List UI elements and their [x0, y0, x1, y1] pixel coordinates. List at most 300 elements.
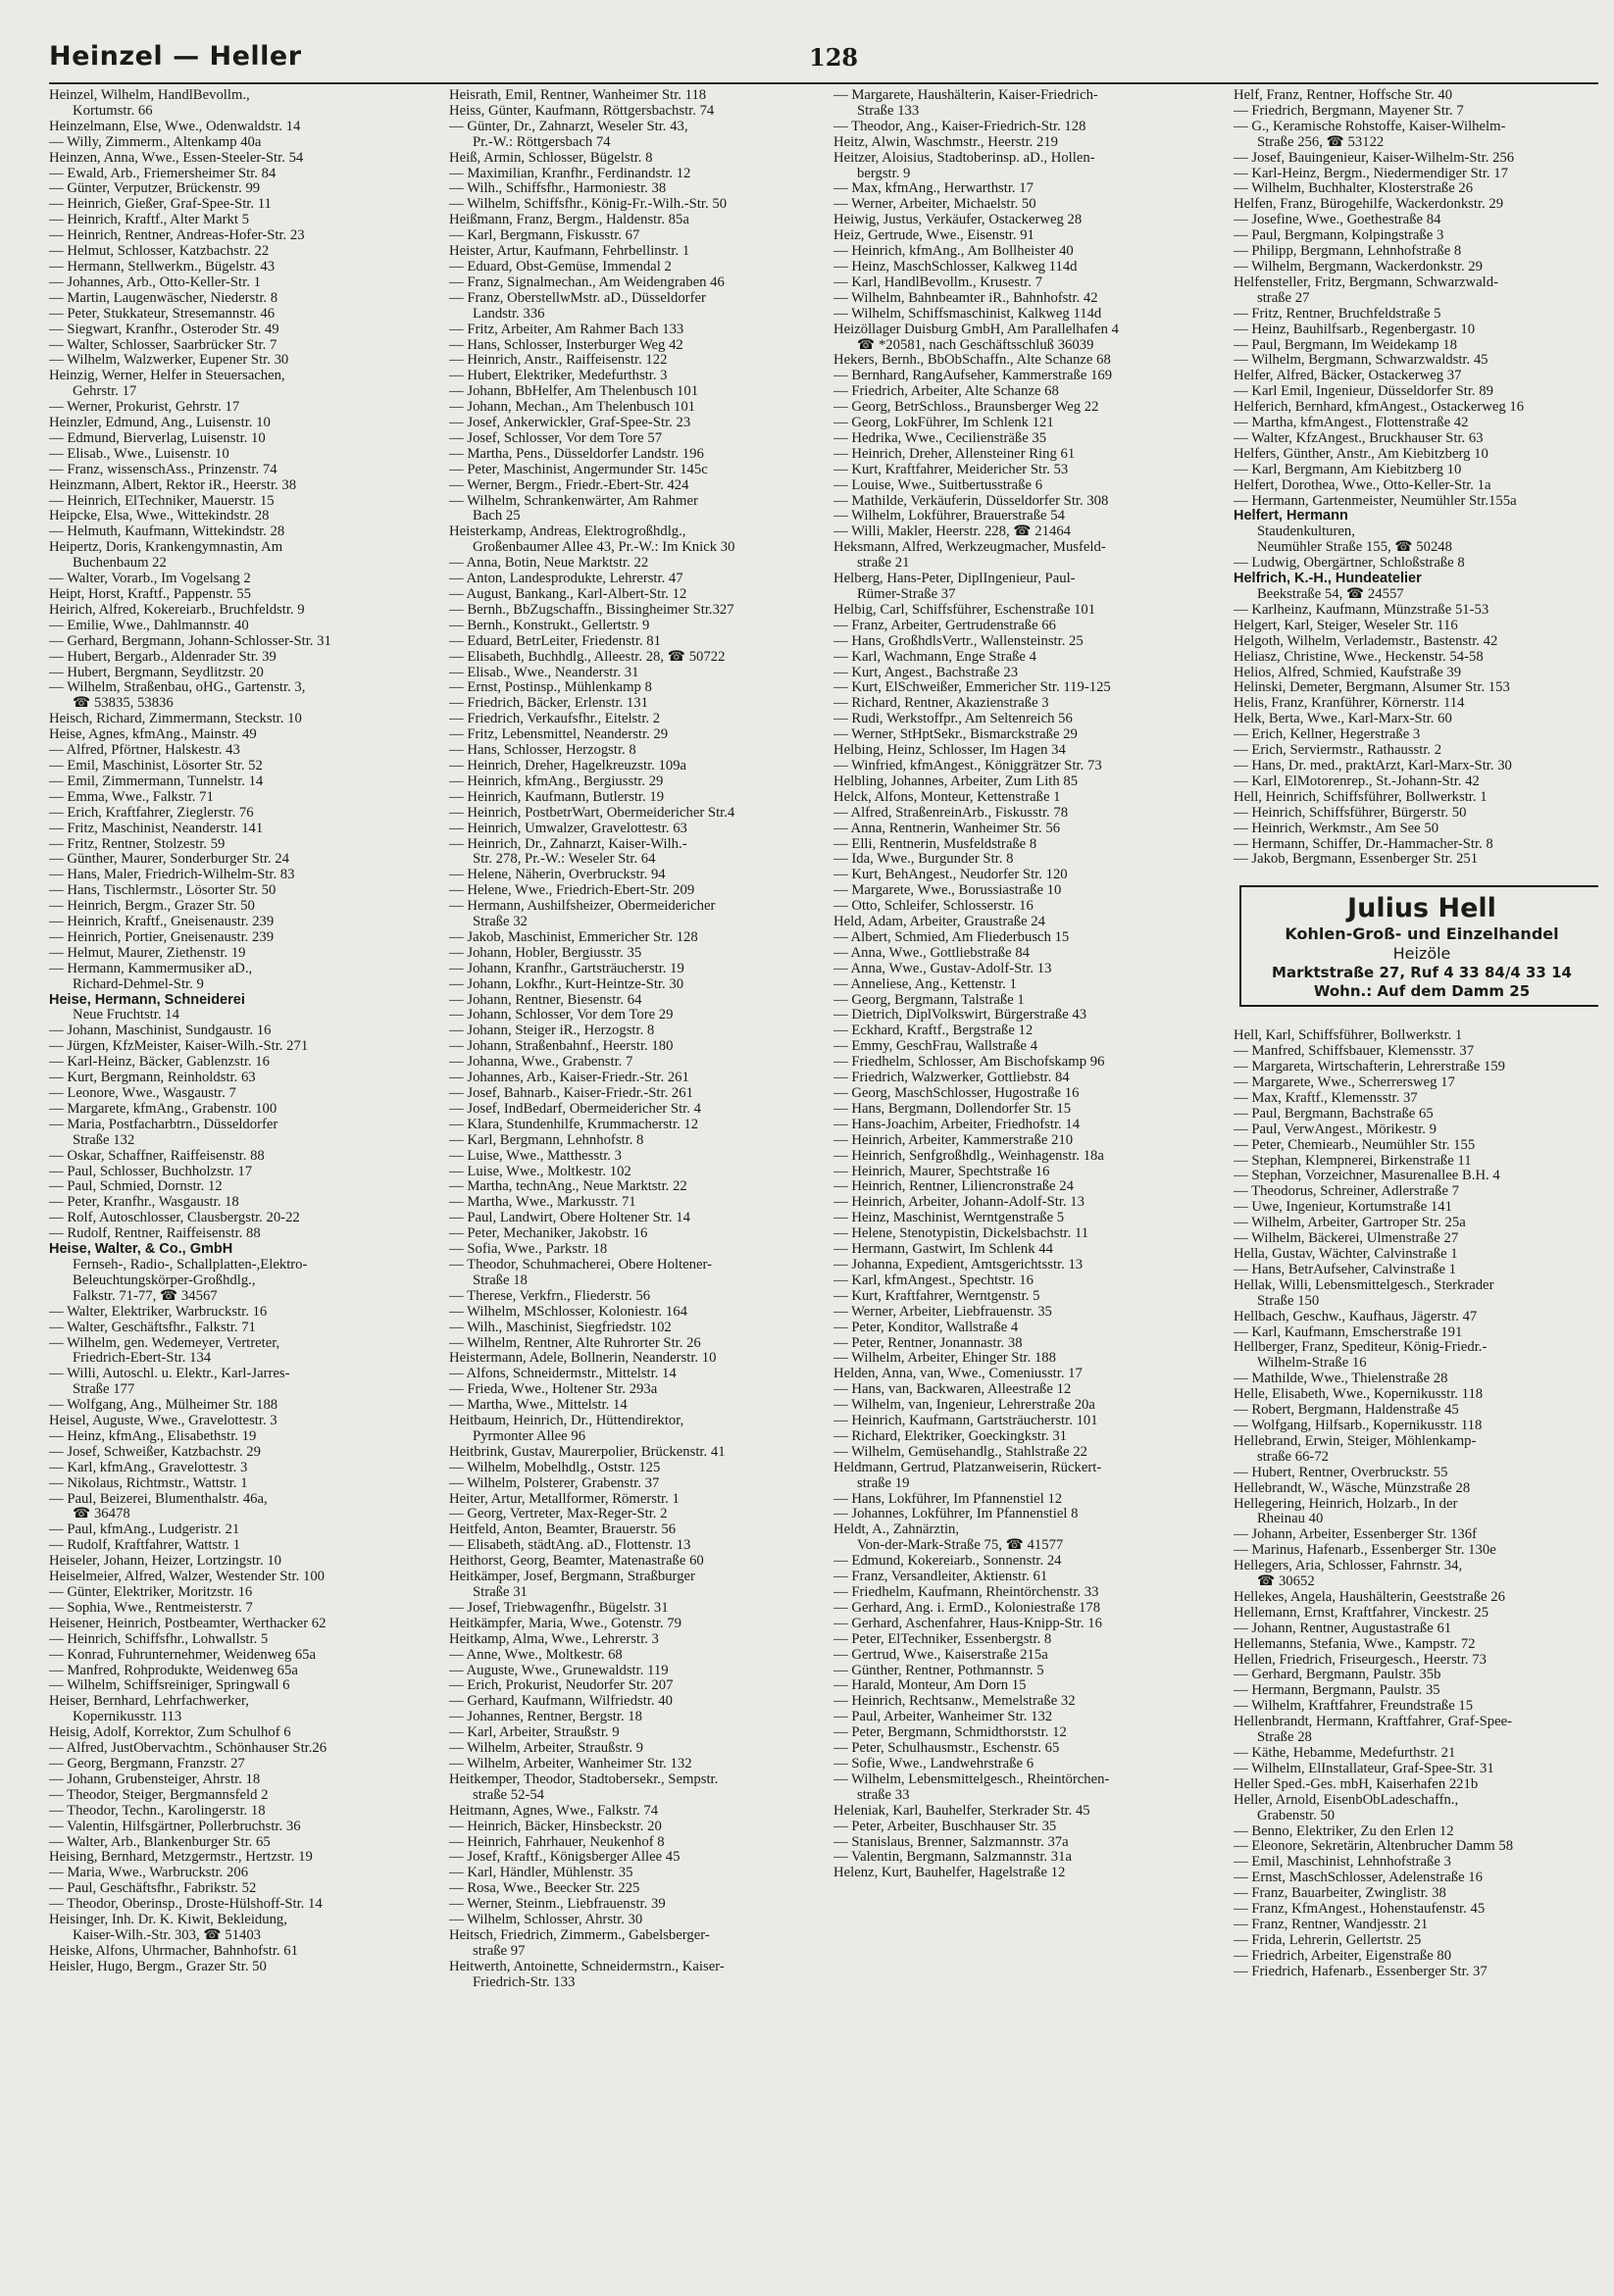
directory-entry: Heitmann, Agnes, Wwe., Falkstr. 74 [449, 1802, 659, 1819]
directory-entry: Heipertz, Doris, Krankengymnastin, Am [49, 539, 283, 556]
entry-heading: Helfrich, K.-H., Hundeatelier [1234, 571, 1422, 587]
directory-entry: — Jürgen, KfzMeister, Kaiser-Wilh.-Str. 271 [49, 1038, 309, 1055]
ad-address-phone: Marktstraße 27, Ruf 4 33 84/4 33 14 [1272, 964, 1572, 982]
directory-entry: — Paul, Beizerei, Blumenthalstr. 46a, [49, 1490, 268, 1507]
directory-entry: — Helmuth, Kaufmann, Wittekindstr. 28 [49, 524, 285, 540]
directory-entry: — Richard, Rentner, Akazienstraße 3 [833, 695, 1049, 712]
directory-entry: — Karl, Wachmann, Enge Straße 4 [833, 648, 1036, 665]
directory-entry: Helferich, Bernhard, kfmAngest., Ostackerweg 16 [1234, 399, 1525, 416]
directory-entry: — Willy, Zimmerm., Altenkamp 40a [49, 133, 262, 150]
directory-entry: — Heinrich, Rentner, Liliencronstraße 24 [833, 1178, 1074, 1195]
directory-entry: — Heinrich, Gießer, Graf-Spee-Str. 11 [49, 196, 272, 213]
directory-entry: — Wilhelm, Mobelhdlg., Oststr. 125 [449, 1459, 661, 1475]
directory-entry: — Mathilde, Verkäuferin, Düsseldorfer Str. 308 [833, 492, 1109, 509]
directory-entry: — Wilhelm, Lokführer, Brauerstraße 54 [833, 508, 1065, 524]
directory-entry: — Margarete, Wwe., Scherrersweg 17 [1234, 1074, 1455, 1091]
directory-entry: — Elisabeth, städtAng. aD., Flottenstr. 13 [449, 1537, 691, 1554]
directory-entry: — Kurt, Angest., Bachstraße 23 [833, 664, 1019, 680]
entry-continuation: Straße 177 [73, 1381, 135, 1398]
directory-entry: Helenz, Kurt, Bauhelfer, Hagelstraße 12 [833, 1865, 1066, 1881]
directory-entry: — Edmund, Kokereiarb., Sonnenstr. 24 [833, 1553, 1062, 1570]
directory-entry: — Anna, Wwe., Gustav-Adolf-Str. 13 [833, 960, 1052, 976]
directory-entry: — Wilhelm, Bergmann, Wackerdonkstr. 29 [1234, 258, 1483, 275]
directory-entry: Helck, Alfons, Monteur, Kettenstraße 1 [833, 788, 1061, 805]
directory-entry: — Wilhelm, Arbeiter, Gartroper Str. 25a [1234, 1215, 1466, 1231]
directory-entry: — Heinrich, Dreher, Hagelkreuzstr. 109a [449, 757, 687, 774]
directory-entry: Heinzmann, Albert, Rektor iR., Heerstr. 38 [49, 476, 297, 493]
directory-entry: — Heinrich, Rechtsanw., Memelstraße 32 [833, 1693, 1076, 1710]
directory-entry: — Bernh., Konstrukt., Gellertstr. 9 [449, 617, 650, 633]
directory-entry: — Wilhelm, Schrankenwärter, Am Rahmer [449, 492, 698, 509]
directory-entry: — Emil, Maschinist, Lehnhofstraße 3 [1234, 1854, 1451, 1871]
directory-entry: — Hermann, Gartenmeister, Neumühler Str.155a [1234, 492, 1517, 509]
directory-entry: — Wolfgang, Hilfsarb., Kopernikusstr. 118 [1234, 1417, 1483, 1433]
directory-entry: — Hans, Schlosser, Herzogstr. 8 [449, 742, 636, 759]
directory-entry: Helgoth, Wilhelm, Verlademstr., Bastenstr. 42 [1234, 632, 1498, 649]
directory-entry: — Friedhelm, Kaufmann, Rheintörchenstr. 33 [833, 1584, 1099, 1600]
directory-entry: Heitkämper, Josef, Bergmann, Straßburger [449, 1569, 695, 1585]
entry-continuation: Straße 31 [473, 1584, 528, 1600]
column-1 [49, 88, 441, 2284]
directory-entry: Heiseler, Johann, Heizer, Lortzingstr. 10 [49, 1553, 282, 1570]
directory-entry: Hellemann, Ernst, Kraftfahrer, Vinckestr. 25 [1234, 1604, 1489, 1621]
directory-entry: — Benno, Elektriker, Zu den Erlen 12 [1234, 1822, 1454, 1839]
directory-entry: — Josef, IndBedarf, Obermeidericher Str. 4 [449, 1100, 701, 1117]
directory-entry: — Elisabeth, Buchhdlg., Alleestr. 28, ☎ 50722 [449, 648, 726, 665]
entry-continuation: Rheinau 40 [1257, 1511, 1324, 1527]
directory-entry: — Elisab., Wwe., Neanderstr. 31 [449, 664, 639, 680]
directory-entry: — Heinrich, Kraftf., Alter Markt 5 [49, 212, 249, 228]
directory-entry: — Fritz, Rentner, Bruchfeldstraße 5 [1234, 305, 1441, 322]
directory-entry: — Walter, Arb., Blankenburger Str. 65 [49, 1833, 271, 1850]
directory-entry: — Hans, Maler, Friedrich-Wilhelm-Str. 83 [49, 867, 295, 883]
directory-entry: — Heinrich, PostbetrWart, Obermeidericher Str.4 [449, 804, 735, 821]
directory-entry: Heirich, Alfred, Kokereiarb., Bruchfeldstr. 9 [49, 601, 305, 618]
directory-entry: Heliasz, Christine, Wwe., Heckenstr. 54-58 [1234, 648, 1484, 665]
directory-entry: — Alfred, StraßenreinArb., Fiskusstr. 78 [833, 804, 1069, 821]
directory-entry: — Helmut, Schlosser, Katzbachstr. 22 [49, 243, 270, 260]
directory-entry: — Heinrich, Schiffsführer, Bürgerstr. 50 [1234, 804, 1467, 821]
directory-entry: — Kurt, Kraftfahrer, Meidericher Str. 53 [833, 461, 1069, 477]
directory-entry: — Wilhelm, Polsterer, Grabenstr. 37 [449, 1474, 660, 1491]
directory-entry: — Walter, Elektriker, Warbruckstr. 16 [49, 1303, 268, 1320]
directory-entry: Helfers, Günther, Anstr., Am Kiebitzberg 10 [1234, 445, 1488, 462]
directory-entry: Heller, Arnold, EisenbObLadeschaffn., [1234, 1791, 1459, 1808]
directory-entry: — Karl, Bergmann, Lehnhofstr. 8 [449, 1131, 644, 1148]
directory-entry: — Fritz, Arbeiter, Am Rahmer Bach 133 [449, 321, 684, 337]
directory-entry: Hellebrandt, W., Wäsche, Münzstraße 28 [1234, 1479, 1471, 1496]
directory-entry: — Walter, Schlosser, Saarbrücker Str. 7 [49, 336, 277, 353]
directory-entry: Helk, Berta, Wwe., Karl-Marx-Str. 60 [1234, 711, 1452, 727]
directory-entry: — Oskar, Schaffner, Raiffeisenstr. 88 [49, 1147, 265, 1164]
directory-entry: Heksmann, Alfred, Werkzeugmacher, Musfeld- [833, 539, 1106, 556]
entry-continuation: Straße 18 [473, 1272, 528, 1288]
directory-entry: Heitbaum, Heinrich, Dr., Hüttendirektor, [449, 1413, 684, 1429]
directory-entry: — Ernst, MaschSchlosser, Adelenstraße 16 [1234, 1870, 1483, 1886]
directory-entry: Held, Adam, Arbeiter, Graustraße 24 [833, 914, 1045, 930]
directory-entry: — Robert, Bergmann, Haldenstraße 45 [1234, 1402, 1459, 1419]
directory-entry: — Johannes, Arb., Kaiser-Friedr.-Str. 261 [449, 1070, 689, 1086]
directory-entry: — Edmund, Bierverlag, Luisenstr. 10 [49, 429, 266, 446]
directory-entry: — Günter, Elektriker, Moritzstr. 16 [49, 1584, 253, 1600]
directory-entry: — Winfried, kfmAngest., Königgrätzer Str. 73 [833, 757, 1102, 774]
directory-entry: — Werner, Steinm., Liebfrauenstr. 39 [449, 1896, 666, 1913]
directory-entry: — Hermann, Stellwerkm., Bügelstr. 43 [49, 258, 276, 275]
directory-entry: Heinzler, Edmund, Ang., Luisenstr. 10 [49, 415, 271, 431]
directory-entry: — Hubert, Rentner, Overbruckstr. 55 [1234, 1464, 1448, 1480]
directory-entry: — Karl, ElMotorenrep., St.-Johann-Str. 42 [1234, 773, 1480, 789]
directory-entry: — Wilhelm, Arbeiter, Straußstr. 9 [449, 1740, 644, 1757]
directory-entry: — Frieda, Wwe., Holtener Str. 293a [449, 1381, 658, 1398]
directory-entry: Heitwerth, Antoinette, Schneidermstrn., Kaiser- [449, 1958, 725, 1974]
directory-entry: — Theodor, Steiger, Bergmannsfeld 2 [49, 1786, 269, 1803]
directory-entry: — Hermann, Aushilfsheizer, Obermeidericher [449, 898, 716, 915]
directory-entry: — Wolfgang, Ang., Mülheimer Str. 188 [49, 1397, 278, 1414]
running-title: Heinzel — Heller [49, 41, 302, 72]
directory-entry: Helfen, Franz, Bürogehilfe, Wackerdonkstr. 29 [1234, 196, 1504, 213]
entry-continuation: Staudenkulturen, [1257, 524, 1355, 540]
directory-entry: — Johann, Lokfhr., Kurt-Heintze-Str. 30 [449, 975, 684, 992]
entry-continuation: Neumühler Straße 155, ☎ 50248 [1257, 539, 1452, 556]
entry-continuation: ☎ 30652 [1257, 1573, 1315, 1590]
directory-entry: — Karl-Heinz, Bäcker, Gablenzstr. 16 [49, 1054, 270, 1071]
directory-entry: — Peter, Stukkateur, Stresemannstr. 46 [49, 305, 276, 322]
directory-entry: — Peter, Maschinist, Angermunder Str. 145c [449, 461, 708, 477]
directory-entry: — Franz, KfmAngest., Hohenstaufenstr. 45 [1234, 1901, 1486, 1918]
directory-entry: — Johanna, Wwe., Grabenstr. 7 [449, 1054, 633, 1071]
directory-entry: Heiter, Artur, Metallformer, Römerstr. 1 [449, 1490, 680, 1507]
directory-entry: — Johann, Grubensteiger, Ahrstr. 18 [49, 1771, 261, 1787]
column-4-upper [1234, 88, 1598, 868]
directory-entry: — Peter, Rentner, Jonannastr. 38 [833, 1334, 1023, 1351]
directory-entry: — Johanna, Expedient, Amtsgerichtsstr. 13 [833, 1256, 1084, 1273]
directory-entry: — Werner, Bergm., Friedr.-Ebert-Str. 424 [449, 476, 689, 493]
directory-entry: — Hans-Joachim, Arbeiter, Friedhofstr. 14 [833, 1116, 1081, 1132]
directory-entry: — Wilhelm, Bäckerei, Ulmenstraße 27 [1234, 1230, 1459, 1247]
directory-entry: — Max, kfmAng., Herwarthstr. 17 [833, 180, 1034, 197]
directory-entry: — Karl Emil, Ingenieur, Düsseldorfer Str. 89 [1234, 383, 1493, 400]
entry-heading: Heise, Hermann, Schneiderei [49, 991, 245, 1008]
directory-entry: — Heinrich, Maurer, Spechtstraße 16 [833, 1163, 1050, 1179]
directory-entry: — Margareta, Wirtschafterin, Lehrerstraße 159 [1234, 1059, 1505, 1075]
page-header [49, 39, 1598, 78]
directory-entry: Heisrath, Emil, Rentner, Wanheimer Str. 118 [449, 88, 707, 103]
directory-entry: Hellberger, Franz, Spediteur, König-Friedr.- [1234, 1339, 1488, 1356]
directory-entry: — Werner, Arbeiter, Michaelstr. 50 [833, 196, 1036, 213]
directory-entry: — Wilhelm, Walzwerker, Eupener Str. 30 [49, 352, 289, 369]
directory-entry: — Walter, KfzAngest., Bruckhauser Str. 63 [1234, 429, 1484, 446]
directory-entry: — Georg, LokFührer, Im Schlenk 121 [833, 415, 1054, 431]
directory-entry: — Hans, Lokführer, Im Pfannenstiel 12 [833, 1490, 1063, 1507]
column-2 [449, 88, 841, 2284]
directory-entry: — Philipp, Bergmann, Lehnhofstraße 8 [1234, 243, 1462, 260]
directory-entry: — Helene, Stenotypistin, Dickelsbachstr. 11 [833, 1225, 1089, 1242]
entry-continuation: Pr.-W.: Röttgersbach 74 [473, 133, 611, 150]
entry-continuation: Kopernikusstr. 113 [73, 1709, 182, 1725]
directory-entry: — Heinrich, Bergm., Grazer Str. 50 [49, 898, 255, 915]
directory-entry: Hellebrand, Erwin, Steiger, Möhlenkamp- [1234, 1432, 1477, 1449]
entry-continuation: Rümer-Straße 37 [857, 586, 956, 602]
directory-entry: — Josef, Schweißer, Katzbachstr. 29 [49, 1443, 261, 1460]
directory-entry: — Anna, Rentnerin, Wanheimer Str. 56 [833, 820, 1061, 836]
directory-entry: Helden, Anna, van, Wwe., Comeniusstr. 17 [833, 1366, 1083, 1382]
directory-entry: Helbing, Heinz, Schlosser, Im Hagen 34 [833, 742, 1066, 759]
directory-entry: Heinzelmann, Else, Wwe., Odenwaldstr. 14 [49, 118, 301, 134]
directory-entry: — Friedrich, Bäcker, Erlenstr. 131 [449, 695, 648, 712]
directory-entry: — Auguste, Wwe., Grunewaldstr. 119 [449, 1662, 669, 1678]
directory-entry: — Johann, Straßenbahnf., Heerstr. 180 [449, 1038, 674, 1055]
directory-entry: — Anneliese, Ang., Kettenstr. 1 [833, 975, 1017, 992]
directory-entry: Heiss, Günter, Kaufmann, Röttgersbachstr. 74 [449, 102, 715, 119]
directory-entry: — Wilhelm, Straßenbau, oHG., Gartenstr. 3, [49, 679, 306, 696]
directory-entry: — Rosa, Wwe., Beecker Str. 225 [449, 1880, 640, 1897]
directory-entry: — Friedrich, Walzwerker, Gottliebstr. 84 [833, 1070, 1070, 1086]
directory-entry: — Gerhard, Aschenfahrer, Haus-Knipp-Str. 16 [833, 1615, 1102, 1631]
directory-entry: — Karl, Kaufmann, Emscherstraße 191 [1234, 1323, 1463, 1340]
directory-entry: — Eleonore, Sekretärin, Altenbrucher Damm 58 [1234, 1838, 1514, 1855]
ad-business: Kohlen-Groß- und Einzelhandel [1285, 924, 1559, 944]
directory-entry: — Heinz, Maschinist, Werntgenstraße 5 [833, 1210, 1065, 1226]
directory-entry: — Wilhelm, Bergmann, Schwarzwaldstr. 45 [1234, 352, 1488, 369]
directory-entry: — Friedrich, Bergmann, Mayener Str. 7 [1234, 102, 1464, 119]
directory-entry: — Hermann, Gastwirt, Im Schlenk 44 [833, 1241, 1053, 1258]
directory-entry: — Karl-Heinz, Bergm., Niedermendiger Str. 17 [1234, 165, 1508, 181]
directory-entry: Helfer, Alfred, Bäcker, Ostackerweg 37 [1234, 368, 1462, 384]
directory-entry: — Peter, Kranfhr., Wasgaustr. 18 [49, 1194, 239, 1211]
directory-entry: — Peter, ElTechniker, Essenbergstr. 8 [833, 1630, 1052, 1647]
entry-continuation: straße 33 [857, 1786, 910, 1803]
directory-entry: — Heinrich, Kraftf., Gneisenaustr. 239 [49, 914, 275, 930]
directory-entry: — Paul, Schlosser, Buchholzstr. 17 [49, 1163, 253, 1179]
directory-entry: Heisterkamp, Andreas, Elektrogroßhdlg., [449, 524, 686, 540]
directory-entry: — Hans, Tischlermstr., Lösorter Str. 50 [49, 882, 277, 899]
directory-entry: — Fritz, Lebensmittel, Neanderstr. 29 [449, 726, 669, 743]
directory-entry: — Ewald, Arb., Friemersheimer Str. 84 [49, 165, 277, 181]
directory-entry: — Hans, GroßhdlsVertr., Wallensteinstr. 25 [833, 632, 1084, 649]
ad-company-name: Julius Hell [1347, 893, 1496, 924]
directory-entry: — Bernhard, RangAufseher, Kammerstraße 169 [833, 368, 1113, 384]
directory-entry: — Anna, Wwe., Gottliebstraße 84 [833, 944, 1031, 961]
directory-entry: — Hans, Schlosser, Insterburger Weg 42 [449, 336, 683, 353]
directory-entry: — Friedrich, Arbeiter, Eigenstraße 80 [1234, 1947, 1452, 1964]
directory-entry: — Manfred, Schiffsbauer, Klemensstr. 37 [1234, 1043, 1475, 1060]
directory-entry: — Friedrich, Arbeiter, Alte Schanze 68 [833, 383, 1059, 400]
directory-entry: — Maria, Wwe., Warbruckstr. 206 [49, 1865, 249, 1881]
directory-entry: Heisel, Auguste, Wwe., Gravelottestr. 3 [49, 1413, 277, 1429]
directory-entry: — Heinrich, Rentner, Andreas-Hofer-Str. 23 [49, 227, 305, 244]
directory-entry: Heleniak, Karl, Bauhelfer, Sterkrader Str. 45 [833, 1802, 1090, 1819]
directory-entry: — Uwe, Ingenieur, Kortumstraße 141 [1234, 1199, 1452, 1216]
column-3 [833, 88, 1226, 2284]
directory-entry: — Peter, Bergmann, Schmidthorststr. 12 [833, 1724, 1067, 1741]
directory-entry: — Ludwig, Obergärtner, Schloßstraße 8 [1234, 555, 1465, 572]
directory-entry: — Fritz, Maschinist, Neanderstr. 141 [49, 820, 264, 836]
directory-entry: — Johann, Rentner, Augustastraße 61 [1234, 1620, 1452, 1636]
directory-entry: — Alfons, Schneidermstr., Mittelstr. 14 [449, 1366, 677, 1382]
directory-entry: — Heinrich, ElTechniker, Mauerstr. 15 [49, 492, 275, 509]
entry-continuation: Neue Fruchtstr. 14 [73, 1007, 179, 1023]
directory-entry: — Heinrich, Schiffsfhr., Lohwallstr. 5 [49, 1630, 269, 1647]
directory-entry: — Hermann, Schiffer, Dr.-Hammacher-Str. 8 [1234, 835, 1493, 852]
directory-entry: — Werner, StHptSekr., Bismarckstraße 29 [833, 726, 1078, 743]
directory-entry: — Heinrich, Kaufmann, Gartsträucherstr. 101 [833, 1413, 1098, 1429]
directory-entry: — Friedhelm, Schlosser, Am Bischofskamp 96 [833, 1054, 1105, 1071]
directory-entry: Heithorst, Georg, Beamter, Matenastraße 60 [449, 1553, 704, 1570]
directory-entry: — Konrad, Fuhrunternehmer, Weidenweg 65a [49, 1646, 317, 1663]
directory-entry: — Franz, Rentner, Wandjesstr. 21 [1234, 1916, 1429, 1932]
directory-entry: — Hubert, Bergarb., Aldenrader Str. 39 [49, 648, 277, 665]
directory-entry: — Friedrich, Verkaufsfhr., Eitelstr. 2 [449, 711, 661, 727]
directory-entry: — Heinrich, kfmAng., Bergiusstr. 29 [449, 773, 664, 789]
directory-entry: Heißmann, Franz, Bergm., Haldenstr. 85a [449, 212, 689, 228]
directory-entry: — Luise, Wwe., Moltkestr. 102 [449, 1163, 631, 1179]
directory-entry: — Josefine, Wwe., Goethestraße 84 [1234, 212, 1441, 228]
directory-entry: — Heinrich, Dreher, Allensteiner Ring 61 [833, 445, 1076, 462]
directory-entry: Heller Sped.-Ges. mbH, Kaiserhafen 221b [1234, 1775, 1479, 1792]
directory-entry: Hellak, Willi, Lebensmittelgesch., Sterkrader [1234, 1276, 1494, 1293]
directory-entry: — Stephan, Vorzeichner, Masurenallee B.H. 4 [1234, 1168, 1500, 1184]
directory-entry: — Nikolaus, Richtmstr., Wattstr. 1 [49, 1474, 248, 1491]
directory-entry: — Johann, Hobler, Bergiusstr. 35 [449, 944, 642, 961]
directory-entry: Heitkämpfer, Maria, Wwe., Gotenstr. 79 [449, 1615, 681, 1631]
directory-entry: Heipt, Horst, Kraftf., Pappenstr. 55 [49, 586, 251, 602]
directory-entry: — Helmut, Maurer, Ziethenstr. 19 [49, 944, 246, 961]
directory-entry: — Kurt, Kraftfahrer, Werntgenstr. 5 [833, 1287, 1040, 1304]
directory-entry: Heitkemper, Theodor, Stadtobersekr., Sempstr. [449, 1771, 719, 1787]
directory-entry: — Anton, Landesprodukte, Lehrerstr. 47 [449, 571, 683, 587]
directory-entry: — Kurt, ElSchweißer, Emmericher Str. 119-125 [833, 679, 1111, 696]
entry-continuation: Großenbaumer Allee 43, Pr.-W.: Im Knick 30 [473, 539, 735, 556]
directory-entry: — Helene, Wwe., Friedrich-Ebert-Str. 209 [449, 882, 695, 899]
directory-entry: — Peter, Mechaniker, Jakobstr. 16 [449, 1225, 648, 1242]
directory-entry: — Louise, Wwe., Suitbertusstraße 6 [833, 476, 1043, 493]
directory-entry: — Wilhelm, Schiffsfhr., König-Fr.-Wilh.-Str. 50 [449, 196, 728, 213]
directory-entry: — Theodor, Oberinsp., Droste-Hülshoff-Str. 14 [49, 1896, 323, 1913]
directory-entry: — Martha, Wwe., Mittelstr. 14 [449, 1397, 628, 1414]
directory-entry: — Kurt, Bergmann, Reinholdstr. 63 [49, 1070, 256, 1086]
directory-entry: Heitzer, Aloisius, Stadtoberinsp. aD., Hollen- [833, 149, 1095, 166]
directory-entry: Hekers, Bernh., BbObSchaffn., Alte Schanze 68 [833, 352, 1111, 369]
directory-entry: — Josef, Bahnarb., Kaiser-Friedr.-Str. 261 [449, 1085, 693, 1101]
directory-entry: — Wilhelm, ElInstallateur, Graf-Spee-Str. 31 [1234, 1760, 1494, 1776]
directory-entry: — Sofia, Wwe., Parkstr. 18 [449, 1241, 608, 1258]
directory-entry: — Johann, Maschinist, Sundgaustr. 16 [49, 1023, 272, 1039]
entry-heading: Helfert, Hermann [1234, 508, 1348, 524]
directory-entry: — Wilhelm, Bahnbeamter iR., Bahnhofstr. 42 [833, 289, 1098, 306]
entry-continuation: Landstr. 336 [473, 305, 545, 322]
directory-entry: — Rudolf, Kraftfahrer, Wattstr. 1 [49, 1537, 240, 1554]
entry-continuation: straße 27 [1257, 289, 1310, 306]
directory-entry: — Anne, Wwe., Moltkestr. 68 [449, 1646, 623, 1663]
directory-entry: — Hubert, Elektriker, Medefurthstr. 3 [449, 368, 668, 384]
directory-entry: — Alfred, Pförtner, Halskestr. 43 [49, 742, 240, 759]
directory-entry: — Karl, kfmAng., Gravelottestr. 3 [49, 1459, 248, 1475]
directory-entry: — Valentin, Bergmann, Salzmannstr. 31a [833, 1849, 1072, 1866]
directory-entry: — Gerhard, Bergmann, Paulstr. 35b [1234, 1667, 1441, 1683]
directory-entry: Heise, Agnes, kfmAng., Mainstr. 49 [49, 726, 257, 743]
entry-continuation: Buchenbaum 22 [73, 555, 167, 572]
directory-entry: — Josef, Ankerwickler, Graf-Spee-Str. 23 [449, 415, 691, 431]
directory-entry: — Franz, Versandleiter, Aktienstr. 61 [833, 1569, 1048, 1585]
directory-entry: — Martha, technAng., Neue Marktstr. 22 [449, 1178, 687, 1195]
directory-entry: — Valentin, Hilfsgärtner, Pollerbruchstr. 36 [49, 1818, 301, 1834]
directory-entry: — Franz, Arbeiter, Gertrudenstraße 66 [833, 617, 1056, 633]
directory-entry: — Gertrud, Wwe., Kaiserstraße 215a [833, 1646, 1048, 1663]
directory-entry: — Karl, Bergmann, Fiskusstr. 67 [449, 227, 640, 244]
directory-entry: Hellekes, Angela, Haushälterin, Geeststraße 26 [1234, 1588, 1505, 1605]
entry-continuation: bergstr. 9 [857, 165, 911, 181]
directory-entry: — Paul, Geschäftsfhr., Fabrikstr. 52 [49, 1880, 257, 1897]
directory-entry: — Leonore, Wwe., Wasgaustr. 7 [49, 1085, 236, 1101]
directory-entry: — Josef, Schlosser, Vor dem Tore 57 [449, 429, 663, 446]
directory-entry: Heiz, Gertrude, Wwe., Eisenstr. 91 [833, 227, 1034, 244]
entry-continuation: Kaiser-Wilh.-Str. 303, ☎ 51403 [73, 1926, 262, 1943]
directory-entry: — Georg, Vertreter, Max-Reger-Str. 2 [449, 1506, 668, 1522]
directory-entry: — Franz, Signalmechan., Am Weidengraben 46 [449, 274, 725, 290]
directory-entry: — Wilhelm, Buchhalter, Klosterstraße 26 [1234, 180, 1474, 197]
directory-entry: — Wilhelm, van, Ingenieur, Lehrerstraße 20a [833, 1397, 1095, 1414]
entry-continuation: straße 66-72 [1257, 1448, 1330, 1465]
directory-entry: — Heinrich, Kaufmann, Butlerstr. 19 [449, 788, 665, 805]
directory-entry: — Karlheinz, Kaufmann, Münzstraße 51-53 [1234, 601, 1489, 618]
directory-entry: — Johann, Schlosser, Vor dem Tore 29 [449, 1007, 674, 1023]
directory-entry: — Franz, OberstellwMstr. aD., Düsseldorfer [449, 289, 706, 306]
directory-entry: — Heinrich, Fahrhauer, Neukenhof 8 [449, 1833, 665, 1850]
directory-entry: Heinzig, Werner, Helfer in Steuersachen, [49, 368, 285, 384]
entry-continuation: ☎ 36478 [73, 1506, 130, 1522]
directory-entry: Hell, Karl, Schiffsführer, Bollwerkstr. 1 [1234, 1027, 1463, 1044]
entry-continuation: Falkstr. 71-77, ☎ 34567 [73, 1287, 218, 1304]
entry-continuation: Richard-Dehmel-Str. 9 [73, 975, 204, 992]
directory-entry: Heiwig, Justus, Verkäufer, Ostackerweg 28 [833, 212, 1083, 228]
directory-entry: — Emil, Maschinist, Lösorter Str. 52 [49, 757, 263, 774]
directory-entry: Helfensteller, Fritz, Bergmann, Schwarzwald- [1234, 274, 1498, 290]
entry-continuation: Straße 32 [473, 914, 528, 930]
entry-continuation: ☎ 53835, 53836 [73, 695, 174, 712]
entry-continuation: Straße 150 [1257, 1292, 1320, 1309]
directory-entry: — Erich, Kraftfahrer, Zieglerstr. 76 [49, 804, 254, 821]
directory-entry: Heiske, Alfons, Uhrmacher, Bahnhofstr. 61 [49, 1942, 298, 1959]
directory-entry: — August, Bankang., Karl-Albert-Str. 12 [449, 586, 687, 602]
directory-entry: — Marinus, Hafenarb., Essenberger Str. 130e [1234, 1542, 1496, 1559]
directory-entry: Heisler, Hugo, Bergm., Grazer Str. 50 [49, 1958, 267, 1974]
directory-entry: Helis, Franz, Kranführer, Körnerstr. 114 [1234, 695, 1465, 712]
entry-continuation: ☎ *20581, nach Geschäftsschluß 36039 [857, 336, 1094, 353]
directory-entry: — Max, Kraftf., Klemensstr. 37 [1234, 1089, 1418, 1106]
directory-entry: Helgert, Karl, Steiger, Weseler Str. 116 [1234, 617, 1458, 633]
directory-entry: Hellenbrandt, Hermann, Kraftfahrer, Graf-Spee- [1234, 1714, 1513, 1730]
directory-entry: — Heinrich, Dr., Zahnarzt, Kaiser-Wilh.- [449, 835, 687, 852]
directory-entry: Helbling, Johannes, Arbeiter, Zum Lith 85 [833, 773, 1079, 789]
directory-entry: — Siegwart, Kranfhr., Osteroder Str. 49 [49, 321, 279, 337]
directory-entry: Helbig, Carl, Schiffsführer, Eschenstraße 101 [833, 601, 1096, 618]
directory-entry: — Margarete, kfmAng., Grabenstr. 100 [49, 1100, 277, 1117]
directory-entry: — Heinrich, Umwalzer, Gravelottestr. 63 [449, 820, 687, 836]
directory-entry: Heiß, Armin, Schlosser, Bügelstr. 8 [449, 149, 653, 166]
directory-entry: — Günther, Maurer, Sonderburger Str. 24 [49, 851, 289, 868]
directory-entry: — Ernst, Postinsp., Mühlenkamp 8 [449, 679, 652, 696]
directory-entry: — Johann, Steiger iR., Herzogstr. 8 [449, 1023, 655, 1039]
directory-entry: Hell, Heinrich, Schiffsführer, Bollwerkstr. 1 [1234, 788, 1488, 805]
directory-entry: — Johann, Mechan., Am Thelenbusch 101 [449, 399, 696, 416]
directory-entry: — Emmy, GeschFrau, Wallstraße 4 [833, 1038, 1038, 1055]
directory-entry: — Franz, wissenschAss., Prinzenstr. 74 [49, 461, 277, 477]
directory-entry: — Heinrich, Anstr., Raiffeisenstr. 122 [449, 352, 668, 369]
directory-entry: — Paul, Bergmann, Bachstraße 65 [1234, 1105, 1434, 1122]
directory-entry: — Hermann, Kammermusiker aD., [49, 960, 253, 976]
directory-entry: — Georg, Bergmann, Talstraße 1 [833, 991, 1025, 1008]
directory-entry: — Werner, Arbeiter, Liebfrauenstr. 35 [833, 1303, 1052, 1320]
